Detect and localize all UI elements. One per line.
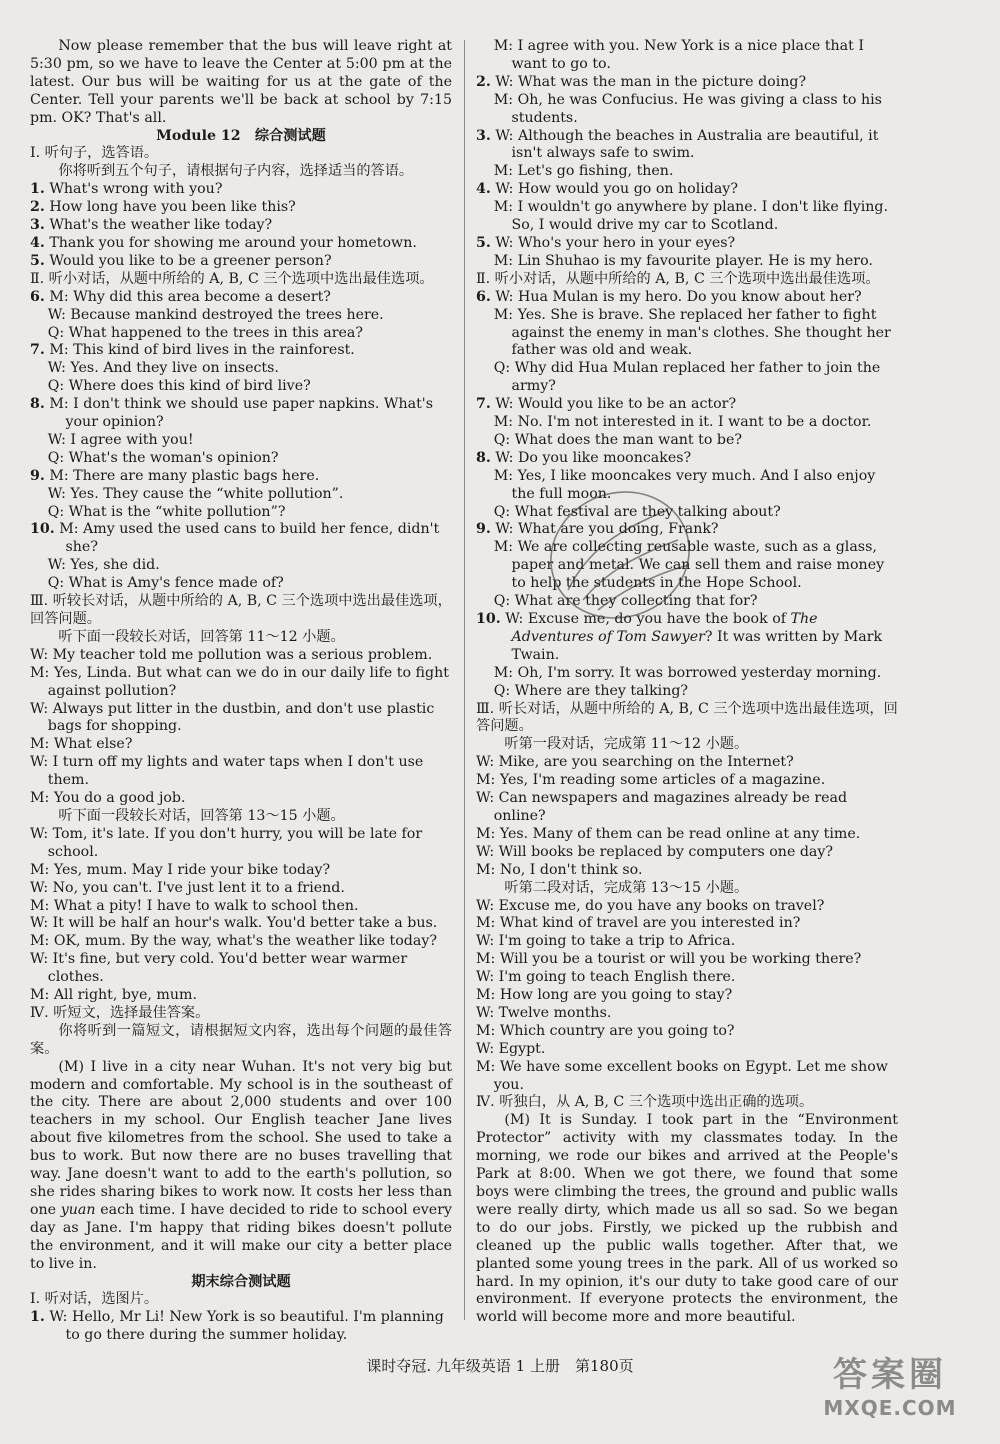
dialogue-line: M: Oh, he was Confucius. He was giving a class to his students. bbox=[493, 91, 882, 126]
final-section-3-heading: Ⅲ. 听长对话，从题中所给的 A, B, C 三个选项中选出最佳选项，回答问题。 bbox=[476, 700, 898, 735]
dialogue-line: M: Which country are you going to? bbox=[476, 1022, 735, 1039]
question-number: 2. bbox=[476, 73, 491, 90]
dialogue-line: W: Hua Mulan is my hero. Do you know about her? bbox=[495, 288, 862, 305]
question-number: 9. bbox=[30, 467, 45, 484]
dialogue-line: W: Twelve months. bbox=[476, 1004, 612, 1021]
question-number: 5. bbox=[476, 234, 491, 251]
intro-paragraph: Now please remember that the bus will leave right at 5:30 pm, so we have to leave the Center at 5:00 pm at the latest. Our bus will be waiting for us at the gate of the Center. Tell your parents we'll be back at school by 7:15 pm. OK? That's all. bbox=[30, 38, 452, 126]
dialogue-line: M: Oh, I'm sorry. It was borrowed yesterday morning. bbox=[493, 664, 882, 681]
dialogue-line: M: Lin Shuhao is my favourite player. He is my hero. bbox=[493, 252, 873, 269]
dialogue-line: M: I agree with you. New York is a nice place that I want to go to. bbox=[493, 38, 864, 72]
final-section-4-passage: (M) It is Sunday. I took part in the “Environment Protector” activity with my classmates today. In the morning, we rode our bikes and arrived at the People's Park at 8:00. When we got there, we found that some boys were climbing the trees, the ground and public walls were really dirty, which made us all so sad. So we began to do our jobs. Firstly, we picked up the rubbish and cleaned up the public walls together. After that, we planted some young trees in the park. All of us worked so hard. In my opinion, it's our duty to take good care of our environment. If everyone protects the environment, the world will become more and more beautiful. bbox=[476, 1112, 898, 1326]
dialogue-line: M: No, I don't think so. bbox=[476, 861, 643, 878]
dialogue-line: M: Will you be a tourist or will you be working there? bbox=[476, 951, 862, 968]
question-text: What's the weather like today? bbox=[49, 217, 273, 234]
question-text: Thank you for showing me around your hometown. bbox=[49, 234, 417, 251]
final-section-2-dialogues bbox=[476, 289, 898, 611]
dialogue-line: W: I turn off my lights and water taps when I don't use them. bbox=[30, 754, 424, 789]
column-divider bbox=[464, 40, 465, 1320]
dialogue-line: W: It's fine, but very cold. You'd better wear warmer clothes. bbox=[30, 951, 408, 986]
final-section-2-heading: Ⅱ. 听小对话，从题中所给的 A, B, C 三个选项中选出最佳选项。 bbox=[476, 270, 880, 287]
dialogue-line: M: What else? bbox=[30, 736, 133, 753]
dialogue-line: W: Although the beaches in Australia are beautiful, it isn't always safe to swim. bbox=[495, 127, 879, 162]
section-1-question-2 bbox=[30, 199, 452, 217]
section-4-heading: Ⅳ. 听短文，选择最佳答案。 bbox=[30, 1004, 210, 1021]
final-section-2-question-3 bbox=[476, 450, 898, 468]
dialogue-line: W: Tom, it's late. If you don't hurry, you will be late for school. bbox=[30, 825, 423, 860]
dialogue-line: W: Will books be replaced by computers one day? bbox=[476, 843, 834, 860]
final-section-1-heading: Ⅰ. 听对话，选图片。 bbox=[30, 1291, 159, 1308]
section-2-question-5 bbox=[30, 521, 452, 557]
final-section-3-dialogue-1 bbox=[476, 754, 898, 879]
section-1-question-5 bbox=[30, 253, 452, 271]
question-number: 10. bbox=[476, 611, 501, 627]
passage-part-b: each time. I have decided to ride to school every day as Jane. I'm happy that riding bikes doesn't pollute the environment, and it will make our city a better place to live in. bbox=[30, 1201, 453, 1272]
final-section-3-sub1: 听第一段对话，完成第 11～12 小题。 bbox=[504, 736, 749, 753]
question-number: 6. bbox=[476, 288, 491, 305]
question-1-continuation bbox=[476, 38, 898, 74]
dialogue-line: W: Who's your hero in your eyes? bbox=[495, 234, 736, 251]
section-2-question-2 bbox=[30, 342, 452, 360]
section-2-dialogues bbox=[30, 289, 452, 593]
dialogue-line: M: No. I'm not interested in it. I want to be a doctor. bbox=[493, 414, 872, 431]
question-number: 3. bbox=[476, 127, 491, 144]
module-title: Module 12 综合测试题 bbox=[156, 127, 326, 144]
section-3-sub2: 听下面一段较长对话，回答第 13～15 小题。 bbox=[58, 807, 345, 824]
final-section-2-question-4 bbox=[476, 521, 898, 539]
section-1-instruction: 你将听到五个句子，请根据句子内容，选择适当的答语。 bbox=[58, 163, 414, 180]
dialogue-line: W: What was the man in the picture doing? bbox=[495, 73, 807, 90]
section-1-question-1 bbox=[30, 181, 452, 199]
dialogue-line: M: We have some excellent books on Egypt. Let me show you. bbox=[476, 1058, 888, 1093]
question-number: 7. bbox=[476, 396, 491, 413]
dialogue-line: Q: What is Amy's fence made of? bbox=[47, 575, 284, 592]
dialogue-line: M: This kind of bird lives in the rainforest. bbox=[49, 342, 355, 359]
dialogue-line: Q: What happened to the trees in this area? bbox=[47, 324, 363, 341]
dialogue-line: W: Mike, are you searching on the Internet? bbox=[476, 754, 794, 771]
final-section-2-question-2 bbox=[476, 396, 898, 414]
dialogue-line: M: Amy used the used cans to build her fence, didn't she? bbox=[59, 521, 440, 556]
dialogue-line: M: Yes, I like mooncakes very much. And I also enjoy the full moon. bbox=[493, 467, 876, 502]
question-10-text-a: W: Excuse me, do you have the book of bbox=[505, 611, 791, 627]
dialogue-line: W: Egypt. bbox=[476, 1040, 546, 1057]
question-number: 5. bbox=[30, 252, 45, 269]
passage-italic: yuan bbox=[60, 1201, 96, 1218]
section-2-question-1 bbox=[30, 289, 452, 307]
question-number: 9. bbox=[476, 521, 491, 538]
left-column bbox=[30, 38, 452, 1345]
dialogue-line: M: Yes. She is brave. She replaced her father to fight against the enemy in man's clothes. She thought her father was old and weak. bbox=[493, 306, 891, 359]
dialogue-line: M: You do a good job. bbox=[30, 790, 186, 807]
section-2-heading: Ⅱ. 听小对话，从题中所给的 A, B, C 三个选项中选出最佳选项。 bbox=[30, 270, 434, 287]
dialogue-line: Q: What's the woman's opinion? bbox=[47, 449, 279, 466]
final-question-3 bbox=[476, 181, 898, 199]
page-footer: 课时夺冠. 九年级英语 1 上册 第180页 bbox=[366, 1357, 634, 1375]
question-text: Would you like to be a greener person? bbox=[49, 252, 332, 269]
dialogue-line: W: Yes. And they live on insects. bbox=[47, 360, 279, 377]
dialogue-line: M: We are collecting reusable waste, such as a glass, paper and metal. We can sell them and raise money to help the students in the Hope School. bbox=[493, 539, 885, 592]
dialogue-line: W: Yes, she did. bbox=[47, 557, 160, 574]
section-1-heading: Ⅰ. 听句子，选答语。 bbox=[30, 145, 159, 162]
final-section-3-sub2: 听第二段对话，完成第 13～15 小题。 bbox=[504, 879, 749, 896]
watermark-url: MXQE.COM bbox=[823, 1396, 957, 1420]
question-10-lines bbox=[476, 665, 898, 701]
final-section-4-heading: Ⅳ. 听独白，从 A, B, C 三个选项中选出正确的选项。 bbox=[476, 1094, 814, 1111]
dialogue-line: W: Yes. They cause the “white pollution”. bbox=[47, 485, 344, 502]
question-number: 1. bbox=[30, 181, 45, 198]
final-question-1 bbox=[476, 74, 898, 92]
dialogue-line: W: Do you like mooncakes? bbox=[495, 449, 692, 466]
dialogue-line: M: Yes, Linda. But what can we do in our daily life to fight against pollution? bbox=[30, 664, 449, 699]
dialogue-line: M: I wouldn't go anywhere by plane. I don't like flying. So, I would drive my car to Scotland. bbox=[493, 199, 889, 234]
question-number: 3. bbox=[30, 217, 45, 234]
dialogue-line: W: My teacher told me pollution was a serious problem. bbox=[30, 646, 433, 663]
section-1-question-4 bbox=[30, 235, 452, 253]
question-number: 7. bbox=[30, 342, 45, 359]
dialogue-line: Q: What is the “white pollution”? bbox=[47, 503, 286, 520]
section-1-question-3 bbox=[30, 217, 452, 235]
dialogue-line: Q: What are they collecting that for? bbox=[493, 593, 758, 610]
question-number: 1. bbox=[30, 1309, 45, 1326]
dialogue-line: W: I'm going to teach English there. bbox=[476, 969, 736, 986]
final-question-2 bbox=[476, 128, 898, 164]
dialogue-line: M: Why did this area become a desert? bbox=[49, 288, 331, 305]
question-text: How long have you been like this? bbox=[49, 199, 296, 216]
dialogue-line: W: I agree with you! bbox=[47, 431, 194, 448]
book-title: The Adventures of Tom Sawyer bbox=[511, 611, 818, 645]
dialogue-line: W: Always put litter in the dustbin, and don't use plastic bags for shopping. bbox=[30, 700, 435, 735]
question-number: 2. bbox=[30, 199, 45, 216]
question-number: 10. bbox=[30, 521, 55, 538]
question-number: 8. bbox=[30, 396, 45, 413]
section-1-questions bbox=[30, 181, 452, 271]
dialogue-line: W: Excuse me, do you have any books on travel? bbox=[476, 897, 825, 914]
dialogue-line: W: Because mankind destroyed the trees here. bbox=[47, 306, 384, 323]
dialogue-line: W: It will be half an hour's walk. You'd better take a bus. bbox=[30, 915, 438, 932]
dialogue-line: M: Yes. Many of them can be read online at any time. bbox=[476, 825, 861, 842]
passage-part-a: (M) I live in a city near Wuhan. It's not very big but modern and comfortable. My school is in the southeast of the city. There are about 2,000 students and over 100 teachers in my school. Our English teacher Jane lives about five kilometres from the school. She used to take a bus to work. But now there are no buses travelling that way. Jane doesn't want to add to the earth's pollution, so she rides sharing bikes to work now. It costs her less than one bbox=[30, 1058, 452, 1218]
question-number: 6. bbox=[30, 288, 45, 305]
dialogue-line: M: What kind of travel are you interested in? bbox=[476, 915, 801, 932]
dialogue-line: W: How would you go on holiday? bbox=[495, 181, 738, 198]
dialogue-line: Q: Where are they talking? bbox=[493, 682, 689, 699]
dialogue-line: Q: What festival are they talking about? bbox=[493, 503, 781, 520]
watermark-logo: 答案圈 bbox=[833, 1355, 947, 1395]
question-10-text-b: ? It was written by Mark Twain. bbox=[511, 628, 883, 663]
section-3-dialogue-1 bbox=[30, 647, 452, 808]
final-question-1 bbox=[30, 1309, 452, 1345]
dialogue-line: W: Can newspapers and magazines already be read online? bbox=[476, 790, 848, 824]
question-number: 8. bbox=[476, 449, 491, 466]
section-4-instruction: 你将听到一篇短文，请根据短文内容，选出每个问题的最佳答案。 bbox=[30, 1022, 452, 1057]
dialogue-line: W: Would you like to be an actor? bbox=[495, 396, 737, 413]
dialogue-line: W: No, you can't. I've just lent it to a friend. bbox=[30, 879, 345, 896]
final-section-3-dialogue-2 bbox=[476, 898, 898, 1095]
dialogue-line: Q: Where does this kind of bird live? bbox=[47, 378, 311, 395]
final-question-4 bbox=[476, 235, 898, 253]
section-2-question-4 bbox=[30, 468, 452, 486]
final-section-2-question-1 bbox=[476, 289, 898, 307]
question-text: What's wrong with you? bbox=[49, 181, 223, 198]
dialogue-line: M: What a pity! I have to walk to school then. bbox=[30, 897, 359, 914]
final-section-1-questions bbox=[476, 74, 898, 271]
dialogue-line: Q: What does the man want to be? bbox=[493, 431, 742, 448]
dialogue-line: M: There are many plastic bags here. bbox=[49, 467, 320, 484]
site-watermark bbox=[800, 1355, 980, 1435]
dialogue-line: W: What are you doing, Frank? bbox=[495, 521, 719, 538]
question-number: 4. bbox=[476, 181, 491, 198]
dialogue-line: M: Yes, mum. May I ride your bike today? bbox=[30, 861, 331, 878]
dialogue-line: M: Yes, I'm reading some articles of a magazine. bbox=[476, 772, 826, 789]
dialogue-line: M: All right, bye, mum. bbox=[30, 987, 197, 1004]
dialogue-line: M: Let's go fishing, then. bbox=[493, 163, 674, 180]
dialogue-line: M: How long are you going to stay? bbox=[476, 987, 733, 1004]
question-number: 4. bbox=[30, 234, 45, 251]
section-3-heading: Ⅲ. 听较长对话，从题中所给的 A, B, C 三个选项中选出最佳选项，回答问题。 bbox=[30, 593, 452, 627]
question-text: W: Hello, Mr Li! New York is so beautiful. I'm planning to go there during the summer holiday. bbox=[49, 1309, 444, 1344]
question-10 bbox=[476, 611, 898, 665]
final-test-title: 期末综合测试题 bbox=[191, 1273, 291, 1290]
section-3-sub1: 听下面一段较长对话，回答第 11～12 小题。 bbox=[58, 628, 345, 645]
right-column bbox=[476, 38, 898, 1327]
section-2-question-3 bbox=[30, 396, 452, 432]
dialogue-line: Q: Why did Hua Mulan replaced her father to join the army? bbox=[493, 360, 881, 395]
dialogue-line: M: I don't think we should use paper napkins. What's your opinion? bbox=[49, 396, 433, 431]
dialogue-line: W: I'm going to take a trip to Africa. bbox=[476, 933, 736, 950]
section-3-dialogue-2 bbox=[30, 826, 452, 1005]
dialogue-line: M: OK, mum. By the way, what's the weather like today? bbox=[30, 933, 437, 950]
section-4-passage bbox=[30, 1059, 452, 1274]
